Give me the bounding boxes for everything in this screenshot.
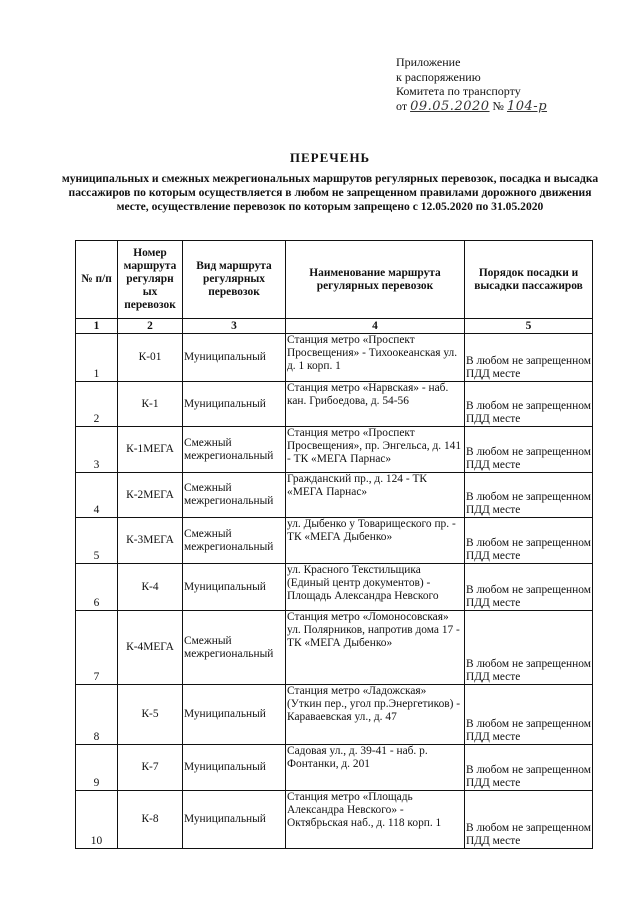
row-index: 4: [76, 473, 118, 518]
route-code: К-1МЕГА: [118, 427, 183, 473]
row-index: 8: [76, 685, 118, 745]
header-route-type: Вид маршрута регулярных перевозок: [183, 241, 286, 319]
row-index: 1: [76, 334, 118, 382]
column-numbers-row: [76, 319, 593, 334]
row-index: 7: [76, 611, 118, 685]
route-code: К-8: [118, 791, 183, 849]
route-code: К-5: [118, 685, 183, 745]
column-number: 5: [465, 319, 593, 334]
routes-table: [75, 240, 593, 849]
header-index: № п/п: [76, 241, 118, 319]
table-row: [76, 334, 593, 382]
route-name: Станция метро «Проспект Просвещения», пр. Энгельса, д. 141 - ТК «МЕГА Парнас»: [286, 427, 465, 473]
row-index: 2: [76, 382, 118, 427]
boarding-order: В любом не запрещенном ПДД месте: [465, 685, 593, 745]
appendix-line-3: Комитета по транспорту: [396, 84, 521, 98]
appendix-date-line: [396, 99, 547, 115]
route-type: Смежный межрегиональный: [183, 427, 286, 473]
table-row: [76, 518, 593, 564]
table-row: [76, 427, 593, 473]
table-row: [76, 564, 593, 611]
boarding-order: В любом не запрещенном ПДД месте: [465, 473, 593, 518]
table-row: [76, 473, 593, 518]
boarding-order: В любом не запрещенном ПДД месте: [465, 382, 593, 427]
route-code: К-1: [118, 382, 183, 427]
column-number: 4: [286, 319, 465, 334]
appendix-line-2: к распоряжению: [396, 69, 481, 84]
route-type: Смежный межрегиональный: [183, 473, 286, 518]
header-route-number: Номер маршрута регулярн ых перевозок: [118, 241, 183, 319]
column-number: 3: [183, 319, 286, 334]
route-name: Станция метро «Нарвская» - наб. кан. Грибоедова, д. 54-56: [286, 382, 465, 427]
row-index: 10: [76, 791, 118, 849]
boarding-order: В любом не запрещенном ПДД месте: [465, 564, 593, 611]
appendix-block: [396, 55, 547, 114]
route-name: Станция метро «Ломоносовская» ул. Полярников, напротив дома 17 - ТК «МЕГА Дыбенко»: [286, 611, 465, 685]
route-name: Станция метро «Ладожская» (Уткин пер., угол пр.Энергетиков) - Караваевская ул., д. 47: [286, 685, 465, 745]
route-type: Муниципальный: [183, 745, 286, 791]
route-type: Муниципальный: [183, 564, 286, 611]
boarding-order: В любом не запрещенном ПДД месте: [465, 745, 593, 791]
route-code: К-01: [118, 334, 183, 382]
document-subtitle: муниципальных и смежных межрегиональных маршрутов регулярных перевозок, посадка и высадка пассажиров по которым осуществляется в любом не запрещенном правилами дорожного движения месте, осуществление перевозок по которым запрещено с 12.05.2020 по 31.05.2020: [61, 172, 599, 213]
route-name: Садовая ул., д. 39-41 - наб. р. Фонтанки, д. 201: [286, 745, 465, 791]
table-row: [76, 745, 593, 791]
column-number: 2: [118, 319, 183, 334]
title-block: [60, 150, 600, 214]
route-code: К-3МЕГА: [118, 518, 183, 564]
appendix-number-prefix: №: [492, 98, 504, 113]
appendix-date: 09.05.2020: [410, 98, 490, 114]
column-number: 1: [76, 319, 118, 334]
boarding-order: В любом не запрещенном ПДД месте: [465, 611, 593, 685]
boarding-order: В любом не запрещенном ПДД месте: [465, 518, 593, 564]
row-index: 9: [76, 745, 118, 791]
route-name: ул. Красного Текстильщика (Единый центр документов) - Площадь Александра Невского: [286, 564, 465, 611]
route-code: К-2МЕГА: [118, 473, 183, 518]
appendix-number: 104-р: [506, 98, 548, 114]
route-name: Станция метро «Площадь Александра Невского» - Октябрьская наб., д. 118 корп. 1: [286, 791, 465, 849]
route-code: К-7: [118, 745, 183, 791]
table-row: [76, 791, 593, 849]
boarding-order: В любом не запрещенном ПДД месте: [465, 427, 593, 473]
table-header-row: [76, 241, 593, 319]
route-type: Муниципальный: [183, 334, 286, 382]
route-type: Муниципальный: [183, 685, 286, 745]
route-type: Муниципальный: [183, 791, 286, 849]
table-row: [76, 685, 593, 745]
header-boarding-order: Порядок посадки и высадки пассажиров: [465, 241, 593, 319]
row-index: 5: [76, 518, 118, 564]
boarding-order: В любом не запрещенном ПДД месте: [465, 791, 593, 849]
route-code: К-4: [118, 564, 183, 611]
route-type: Смежный межрегиональный: [183, 611, 286, 685]
appendix-line-1: Приложение: [396, 55, 461, 69]
header-route-name: Наименование маршрута регулярных перевозок: [286, 241, 465, 319]
row-index: 6: [76, 564, 118, 611]
appendix-from-prefix: от: [396, 98, 408, 113]
route-type: Муниципальный: [183, 382, 286, 427]
document-title: ПЕРЕЧЕНЬ: [289, 150, 371, 165]
boarding-order: В любом не запрещенном ПДД месте: [465, 334, 593, 382]
route-code: К-4МЕГА: [118, 611, 183, 685]
table-row: [76, 382, 593, 427]
table-row: [76, 611, 593, 685]
route-name: Гражданский пр., д. 124 - ТК «МЕГА Парнас»: [286, 473, 465, 518]
route-type: Смежный межрегиональный: [183, 518, 286, 564]
row-index: 3: [76, 427, 118, 473]
route-name: ул. Дыбенко у Товарищеского пр. - ТК «МЕГА Дыбенко»: [286, 518, 465, 564]
route-name: Станция метро «Проспект Просвещения» - Тихоокеанская ул. д. 1 корп. 1: [286, 334, 465, 382]
